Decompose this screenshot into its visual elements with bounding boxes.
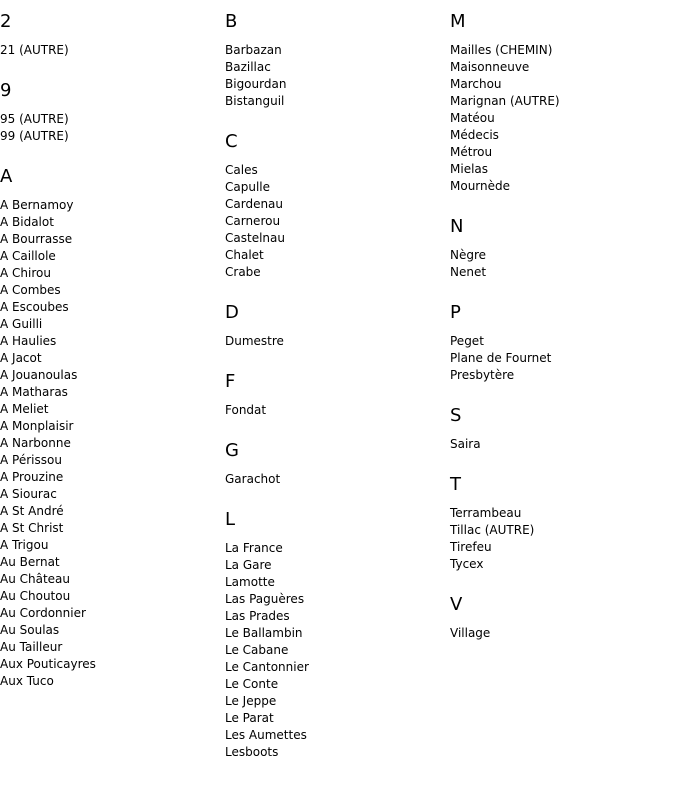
- letter-group: [450, 303, 675, 384]
- place-name: A Trigou: [0, 538, 49, 552]
- place-name: Dumestre: [225, 334, 284, 348]
- letter-heading: N: [450, 216, 464, 237]
- place-name: Cardenau: [225, 197, 284, 211]
- letter-group: [450, 12, 675, 195]
- place-list: [0, 197, 220, 690]
- place-name: A Matharas: [0, 385, 68, 399]
- place-name: A Chirou: [0, 266, 51, 280]
- place-list: [225, 42, 445, 110]
- place-name: Bigourdan: [225, 77, 287, 91]
- place-name: Bazillac: [225, 60, 271, 74]
- place-name: 95 (AUTRE): [0, 112, 69, 126]
- place-name: A Escoubes: [0, 300, 69, 314]
- place-name: Fondat: [225, 403, 267, 417]
- place-name: Le Cantonnier: [225, 660, 309, 674]
- place-name: Aux Pouticayres: [0, 657, 96, 671]
- place-name: Tillac (AUTRE): [450, 523, 535, 537]
- place-name: A Siourac: [0, 487, 57, 501]
- place-name: Au Cordonnier: [0, 606, 86, 620]
- letter-group: [225, 441, 445, 488]
- letter-group: [225, 12, 445, 110]
- place-name: A Bourrasse: [0, 232, 73, 246]
- place-name: A Combes: [0, 283, 61, 297]
- place-name: A Narbonne: [0, 436, 71, 450]
- place-name: Presbytère: [450, 368, 515, 382]
- place-name: Garachot: [225, 472, 281, 486]
- place-list: [225, 162, 445, 281]
- place-name: Peget: [450, 334, 484, 348]
- letter-group: [0, 12, 220, 59]
- letter-heading: G: [225, 440, 239, 461]
- place-list: [0, 42, 220, 59]
- place-name: Mailles (CHEMIN): [450, 43, 553, 57]
- letter-heading: F: [225, 371, 236, 392]
- place-name: Tycex: [450, 557, 484, 571]
- place-list: [450, 505, 675, 573]
- place-name: 21 (AUTRE): [0, 43, 69, 57]
- place-list: [225, 402, 445, 419]
- place-name: Plane de Fournet: [450, 351, 552, 365]
- letter-group: [225, 372, 445, 419]
- letter-heading: P: [450, 302, 461, 323]
- place-name: Au Bernat: [0, 555, 60, 569]
- place-list: [450, 436, 675, 453]
- place-name: Lamotte: [225, 575, 275, 589]
- place-name: Terrambeau: [450, 506, 522, 520]
- place-name: 99 (AUTRE): [0, 129, 69, 143]
- place-name: A Haulies: [0, 334, 57, 348]
- place-name: Médecis: [450, 128, 499, 142]
- place-name: Cales: [225, 163, 258, 177]
- letter-heading: V: [450, 594, 463, 615]
- place-name: A Caillole: [0, 249, 56, 263]
- letter-group: [450, 406, 675, 453]
- place-name: Las Paguères: [225, 592, 305, 606]
- place-name: A Périssou: [0, 453, 62, 467]
- place-name: Capulle: [225, 180, 271, 194]
- place-name: Le Cabane: [225, 643, 289, 657]
- letter-group: [450, 475, 675, 573]
- index-column-1: [0, 0, 220, 690]
- place-name: Tirefeu: [450, 540, 492, 554]
- place-name: Au Choutou: [0, 589, 71, 603]
- place-name: Le Parat: [225, 711, 274, 725]
- letter-heading: C: [225, 131, 238, 152]
- place-name: Mielas: [450, 162, 489, 176]
- letter-heading: A: [0, 166, 13, 187]
- place-list: [225, 540, 445, 761]
- place-list: [450, 42, 675, 195]
- place-name: Saira: [450, 437, 481, 451]
- letter-group: [0, 81, 220, 145]
- place-name: A Meliet: [0, 402, 49, 416]
- place-list: [450, 625, 675, 642]
- place-name: Bistanguil: [225, 94, 285, 108]
- place-list: [450, 247, 675, 281]
- letter-heading: D: [225, 302, 239, 323]
- place-name: Le Jeppe: [225, 694, 277, 708]
- place-name: Castelnau: [225, 231, 285, 245]
- place-list: [225, 471, 445, 488]
- letter-group: [0, 167, 220, 690]
- letter-heading: B: [225, 11, 238, 32]
- place-name: A Prouzine: [0, 470, 64, 484]
- place-list: [225, 333, 445, 350]
- place-name: Mournède: [450, 179, 511, 193]
- place-name: Matéou: [450, 111, 495, 125]
- place-list: [0, 111, 220, 145]
- place-name: A Bidalot: [0, 215, 54, 229]
- letter-group: [225, 132, 445, 281]
- place-name: Au Soulas: [0, 623, 60, 637]
- place-list: [450, 333, 675, 384]
- place-name: Barbazan: [225, 43, 282, 57]
- place-name: A Guilli: [0, 317, 43, 331]
- letter-group: [450, 217, 675, 281]
- letter-heading: S: [450, 405, 462, 426]
- place-name: Nenet: [450, 265, 487, 279]
- place-name: Maisonneuve: [450, 60, 530, 74]
- letter-group: [225, 510, 445, 761]
- place-name: Las Prades: [225, 609, 290, 623]
- place-name: Nègre: [450, 248, 487, 262]
- place-name: Au Château: [0, 572, 71, 586]
- place-name: La Gare: [225, 558, 272, 572]
- place-name: A Jouanoulas: [0, 368, 78, 382]
- place-name: Aux Tuco: [0, 674, 54, 688]
- place-name: Lesboots: [225, 745, 279, 759]
- place-name: A Jacot: [0, 351, 42, 365]
- place-name: Marignan (AUTRE): [450, 94, 560, 108]
- place-name: Le Conte: [225, 677, 279, 691]
- letter-heading: M: [450, 11, 466, 32]
- letter-group: [450, 595, 675, 642]
- place-name: Au Tailleur: [0, 640, 63, 654]
- place-name: A Bernamoy: [0, 198, 74, 212]
- index-column-3: [450, 0, 675, 642]
- place-name: Les Aumettes: [225, 728, 307, 742]
- index-column-2: [225, 0, 445, 761]
- place-name: Marchou: [450, 77, 502, 91]
- place-name: Crabe: [225, 265, 261, 279]
- place-name: Carnerou: [225, 214, 281, 228]
- place-name: A Monplaisir: [0, 419, 74, 433]
- place-name: Chalet: [225, 248, 264, 262]
- letter-heading: L: [225, 509, 236, 530]
- place-name: Métrou: [450, 145, 493, 159]
- letter-heading: 2: [0, 11, 12, 32]
- place-name: A St André: [0, 504, 64, 518]
- place-name: A St Christ: [0, 521, 64, 535]
- place-name: Le Ballambin: [225, 626, 303, 640]
- letter-heading: 9: [0, 80, 12, 101]
- place-name: Village: [450, 626, 491, 640]
- letter-heading: T: [450, 474, 461, 495]
- place-name: La France: [225, 541, 283, 555]
- letter-group: [225, 303, 445, 350]
